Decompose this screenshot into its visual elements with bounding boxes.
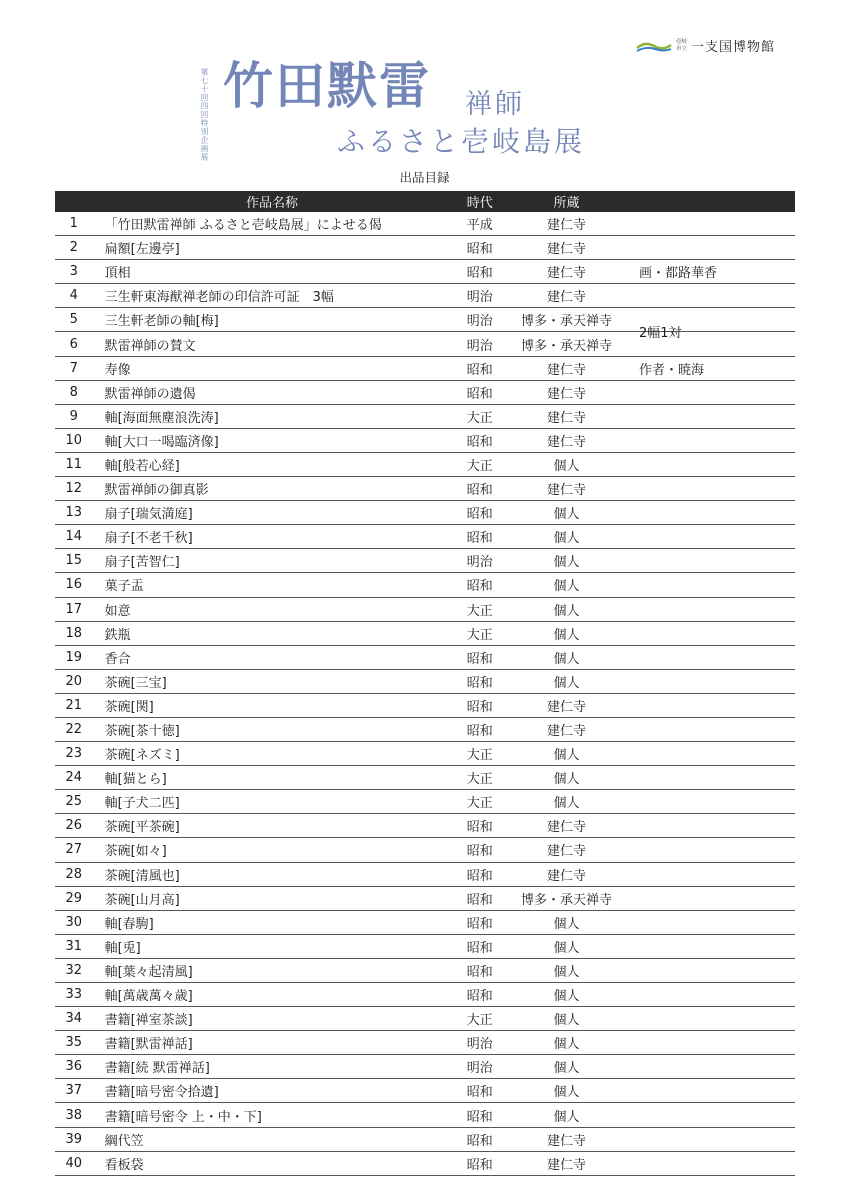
row-owner: 個人	[508, 983, 625, 1007]
row-owner: 個人	[508, 1031, 625, 1055]
table-row	[55, 669, 795, 693]
row-era: 明治	[452, 332, 508, 356]
row-era: 昭和	[452, 838, 508, 862]
row-note	[625, 862, 795, 886]
row-number: 8	[55, 380, 93, 404]
row-owner: 建仁寺	[508, 212, 625, 236]
row-note	[625, 380, 795, 404]
row-name: 頂相	[93, 260, 452, 284]
row-era: 昭和	[452, 477, 508, 501]
row-note	[625, 1007, 795, 1031]
row-note: 画・都路華香	[625, 260, 795, 284]
row-number: 26	[55, 814, 93, 838]
row-number: 11	[55, 452, 93, 476]
header-no	[55, 191, 93, 212]
row-number: 19	[55, 645, 93, 669]
row-number: 6	[55, 332, 93, 356]
table-row	[55, 380, 795, 404]
table-row	[55, 886, 795, 910]
row-owner: 個人	[508, 597, 625, 621]
row-owner: 建仁寺	[508, 236, 625, 260]
table-row	[55, 958, 795, 982]
row-note	[625, 766, 795, 790]
row-note	[625, 693, 795, 717]
row-number: 4	[55, 284, 93, 308]
row-name: 書籍[暗号密令 上・中・下]	[93, 1103, 452, 1127]
table-row	[55, 308, 795, 332]
row-number: 29	[55, 886, 93, 910]
row-name: 茶碗[如々]	[93, 838, 452, 862]
row-era: 昭和	[452, 356, 508, 380]
row-era: 昭和	[452, 1127, 508, 1151]
row-name: 菓子盂	[93, 573, 452, 597]
row-owner: 建仁寺	[508, 1127, 625, 1151]
table-row	[55, 910, 795, 934]
row-owner: 個人	[508, 958, 625, 982]
row-number: 34	[55, 1007, 93, 1031]
row-era: 昭和	[452, 693, 508, 717]
museum-logo	[636, 36, 775, 55]
row-number: 21	[55, 693, 93, 717]
row-note	[625, 621, 795, 645]
row-name: 軸[兎]	[93, 934, 452, 958]
row-era: 昭和	[452, 573, 508, 597]
row-era: 大正	[452, 766, 508, 790]
title-sub: ふるさと壱岐島展	[337, 125, 586, 158]
row-name: 扁額[左邊亭]	[93, 236, 452, 260]
row-note	[625, 1055, 795, 1079]
catalog-body	[55, 212, 795, 1175]
table-row	[55, 838, 795, 862]
row-era: 昭和	[452, 1079, 508, 1103]
row-name: 寿像	[93, 356, 452, 380]
row-number: 35	[55, 1031, 93, 1055]
row-note: 作者・暁海	[625, 356, 795, 380]
table-row	[55, 573, 795, 597]
row-owner: 博多・承天禅寺	[508, 308, 625, 332]
row-era: 昭和	[452, 910, 508, 934]
title-vertical-subtitle: 第七十回四回特別企画展	[200, 68, 209, 162]
row-number: 17	[55, 597, 93, 621]
row-era: 昭和	[452, 814, 508, 838]
row-era: 大正	[452, 452, 508, 476]
row-number: 7	[55, 356, 93, 380]
row-note	[625, 525, 795, 549]
row-name: 如意	[93, 597, 452, 621]
table-row	[55, 332, 795, 356]
row-era: 昭和	[452, 983, 508, 1007]
row-era: 昭和	[452, 886, 508, 910]
row-number: 12	[55, 477, 93, 501]
row-era: 昭和	[452, 934, 508, 958]
row-owner: 個人	[508, 645, 625, 669]
row-number: 25	[55, 790, 93, 814]
table-row	[55, 549, 795, 573]
row-note	[625, 477, 795, 501]
row-note	[625, 934, 795, 958]
row-note	[625, 645, 795, 669]
row-name: 鉄瓶	[93, 621, 452, 645]
row-note	[625, 910, 795, 934]
header-note	[625, 191, 795, 212]
row-owner: 個人	[508, 766, 625, 790]
table-header	[55, 191, 795, 212]
table-row	[55, 862, 795, 886]
row-number: 18	[55, 621, 93, 645]
row-number: 22	[55, 717, 93, 741]
row-number: 32	[55, 958, 93, 982]
row-number: 5	[55, 308, 93, 332]
row-number: 30	[55, 910, 93, 934]
row-number: 28	[55, 862, 93, 886]
row-owner: 建仁寺	[508, 380, 625, 404]
row-name: 軸[海面無塵浪洗涛]	[93, 404, 452, 428]
row-note	[625, 958, 795, 982]
row-owner: 個人	[508, 525, 625, 549]
table-row	[55, 1031, 795, 1055]
row-era: 昭和	[452, 236, 508, 260]
row-number: 15	[55, 549, 93, 573]
row-owner: 建仁寺	[508, 404, 625, 428]
row-note	[625, 1079, 795, 1103]
row-owner: 個人	[508, 934, 625, 958]
row-number: 24	[55, 766, 93, 790]
row-owner: 建仁寺	[508, 814, 625, 838]
row-note	[625, 983, 795, 1007]
row-note	[625, 428, 795, 452]
row-note	[625, 1151, 795, 1175]
row-name: 茶碗[清風也]	[93, 862, 452, 886]
table-row	[55, 983, 795, 1007]
row-era: 昭和	[452, 1103, 508, 1127]
row-owner: 建仁寺	[508, 1151, 625, 1175]
row-owner: 個人	[508, 1055, 625, 1079]
row-owner: 建仁寺	[508, 428, 625, 452]
table-row	[55, 212, 795, 236]
row-era: 昭和	[452, 669, 508, 693]
catalog-caption: 出品目録	[399, 170, 450, 185]
row-note	[625, 452, 795, 476]
row-era: 昭和	[452, 428, 508, 452]
row-number: 33	[55, 983, 93, 1007]
table-row	[55, 717, 795, 741]
row-note	[625, 1031, 795, 1055]
row-number: 39	[55, 1127, 93, 1151]
row-owner: 建仁寺	[508, 862, 625, 886]
row-note	[625, 404, 795, 428]
row-number: 3	[55, 260, 93, 284]
table-row	[55, 477, 795, 501]
row-owner: 博多・承天禅寺	[508, 332, 625, 356]
row-owner: 個人	[508, 501, 625, 525]
row-name: 軸[猫とら]	[93, 766, 452, 790]
row-era: 明治	[452, 1055, 508, 1079]
row-number: 23	[55, 742, 93, 766]
row-era: 昭和	[452, 501, 508, 525]
row-owner: 建仁寺	[508, 284, 625, 308]
table-row	[55, 742, 795, 766]
row-number: 1	[55, 212, 93, 236]
row-name: 茶碗[平茶碗]	[93, 814, 452, 838]
row-note	[625, 790, 795, 814]
header-owner: 所蔵	[508, 191, 625, 212]
row-number: 38	[55, 1103, 93, 1127]
title-zen: 禅師	[465, 89, 525, 120]
row-era: 昭和	[452, 862, 508, 886]
row-name: 書籍[暗号密令拾遺]	[93, 1079, 452, 1103]
table-row	[55, 501, 795, 525]
row-name: 扇子[瑞気満庭]	[93, 501, 452, 525]
row-owner: 個人	[508, 1103, 625, 1127]
catalog-table	[55, 191, 795, 1176]
row-note	[625, 212, 795, 236]
table-row	[55, 790, 795, 814]
row-name: 軸[大口一喝臨済像]	[93, 428, 452, 452]
row-owner: 個人	[508, 1007, 625, 1031]
row-era: 昭和	[452, 958, 508, 982]
row-owner: 個人	[508, 742, 625, 766]
row-number: 40	[55, 1151, 93, 1175]
row-number: 13	[55, 501, 93, 525]
row-name: 茶碗[三宝]	[93, 669, 452, 693]
row-owner: 建仁寺	[508, 838, 625, 862]
row-era: 明治	[452, 549, 508, 573]
row-name: 茶碗[ネズミ]	[93, 742, 452, 766]
row-era: 明治	[452, 1031, 508, 1055]
row-number: 9	[55, 404, 93, 428]
row-name: 三生軒老師の軸[梅]	[93, 308, 452, 332]
row-era: 平成	[452, 212, 508, 236]
row-note-merged: 2幅1対	[638, 326, 682, 342]
row-number: 10	[55, 428, 93, 452]
row-era: 大正	[452, 597, 508, 621]
row-number: 2	[55, 236, 93, 260]
table-row	[55, 621, 795, 645]
table-row	[55, 934, 795, 958]
row-name: 扇子[不老千秋]	[93, 525, 452, 549]
row-era: 昭和	[452, 260, 508, 284]
row-number: 37	[55, 1079, 93, 1103]
row-note	[625, 886, 795, 910]
table-row	[55, 1103, 795, 1127]
table-row	[55, 525, 795, 549]
table-row	[55, 236, 795, 260]
row-name: 軸[般若心経]	[93, 452, 452, 476]
table-row	[55, 1079, 795, 1103]
row-era: 大正	[452, 404, 508, 428]
table-row	[55, 766, 795, 790]
row-note	[625, 549, 795, 573]
row-number: 27	[55, 838, 93, 862]
header-era: 時代	[452, 191, 508, 212]
row-owner: 建仁寺	[508, 477, 625, 501]
row-era: 昭和	[452, 645, 508, 669]
table-row	[55, 645, 795, 669]
row-owner: 個人	[508, 573, 625, 597]
table-row	[55, 1127, 795, 1151]
row-name: 扇子[苦智仁]	[93, 549, 452, 573]
table-row	[55, 597, 795, 621]
table-row	[55, 356, 795, 380]
row-owner: 個人	[508, 790, 625, 814]
row-note	[625, 742, 795, 766]
row-era: 昭和	[452, 1151, 508, 1175]
row-era: 大正	[452, 790, 508, 814]
row-owner: 建仁寺	[508, 356, 625, 380]
row-owner: 個人	[508, 549, 625, 573]
row-name: 香合	[93, 645, 452, 669]
row-note	[625, 597, 795, 621]
row-name: 三生軒東海猷禅老師の印信許可証 3幅	[93, 284, 452, 308]
row-era: 昭和	[452, 380, 508, 404]
row-name: 軸[葉々起清風]	[93, 958, 452, 982]
museum-name: 一支国博物館	[691, 40, 776, 55]
row-name: 默雷禅師の賛文	[93, 332, 452, 356]
row-note	[625, 1103, 795, 1127]
row-owner: 博多・承天禅寺	[508, 886, 625, 910]
table-row	[55, 260, 795, 284]
row-era: 昭和	[452, 525, 508, 549]
row-era: 大正	[452, 1007, 508, 1031]
row-number: 16	[55, 573, 93, 597]
table-row	[55, 284, 795, 308]
row-owner: 建仁寺	[508, 717, 625, 741]
table-row	[55, 1007, 795, 1031]
table-row	[55, 428, 795, 452]
table-row	[55, 1151, 795, 1175]
row-name: 茶碗[関]	[93, 693, 452, 717]
table-row	[55, 452, 795, 476]
row-number: 31	[55, 934, 93, 958]
row-name: 書籍[禅室茶談]	[93, 1007, 452, 1031]
row-owner: 個人	[508, 1079, 625, 1103]
row-note	[625, 814, 795, 838]
logo-small-bottom: 市立	[676, 45, 688, 52]
row-note	[625, 308, 795, 342]
row-owner: 建仁寺	[508, 693, 625, 717]
waves-logo-icon	[636, 39, 672, 53]
title-main: 竹田默雷	[223, 56, 431, 115]
row-name: 書籍[続 默雷禅話]	[93, 1055, 452, 1079]
row-number: 20	[55, 669, 93, 693]
row-era: 明治	[452, 284, 508, 308]
row-era: 大正	[452, 621, 508, 645]
row-note	[625, 236, 795, 260]
row-name: 「竹田默雷禅師 ふるさと壱岐島展」によせる偈	[93, 212, 452, 236]
row-owner: 個人	[508, 669, 625, 693]
row-note	[625, 669, 795, 693]
row-note	[625, 717, 795, 741]
logo-small-top: 壱岐	[676, 39, 688, 45]
row-owner: 個人	[508, 910, 625, 934]
row-name: 軸[春駒]	[93, 910, 452, 934]
header-name: 作品名称	[93, 191, 452, 212]
row-name: 茶碗[茶十徳]	[93, 717, 452, 741]
row-note	[625, 573, 795, 597]
table-row	[55, 404, 795, 428]
table-row	[55, 814, 795, 838]
row-note	[625, 501, 795, 525]
row-name: 綱代笠	[93, 1127, 452, 1151]
row-name: 書籍[默雷禅話]	[93, 1031, 452, 1055]
row-name: 茶碗[山月高]	[93, 886, 452, 910]
row-name: 看板袋	[93, 1151, 452, 1175]
row-note	[625, 284, 795, 308]
row-era: 明治	[452, 308, 508, 332]
row-number: 14	[55, 525, 93, 549]
row-note	[625, 1127, 795, 1151]
row-name: 默雷禅師の遺偈	[93, 380, 452, 404]
table-row	[55, 693, 795, 717]
row-note	[625, 838, 795, 862]
exhibition-title	[195, 56, 615, 162]
row-name: 軸[萬歳萬々歳]	[93, 983, 452, 1007]
row-era: 大正	[452, 742, 508, 766]
row-name: 軸[子犬二匹]	[93, 790, 452, 814]
row-owner: 建仁寺	[508, 260, 625, 284]
row-owner: 個人	[508, 621, 625, 645]
row-name: 默雷禅師の御真影	[93, 477, 452, 501]
table-row	[55, 1055, 795, 1079]
row-number: 36	[55, 1055, 93, 1079]
row-owner: 個人	[508, 452, 625, 476]
logo-small-text	[676, 39, 687, 52]
row-era: 昭和	[452, 717, 508, 741]
